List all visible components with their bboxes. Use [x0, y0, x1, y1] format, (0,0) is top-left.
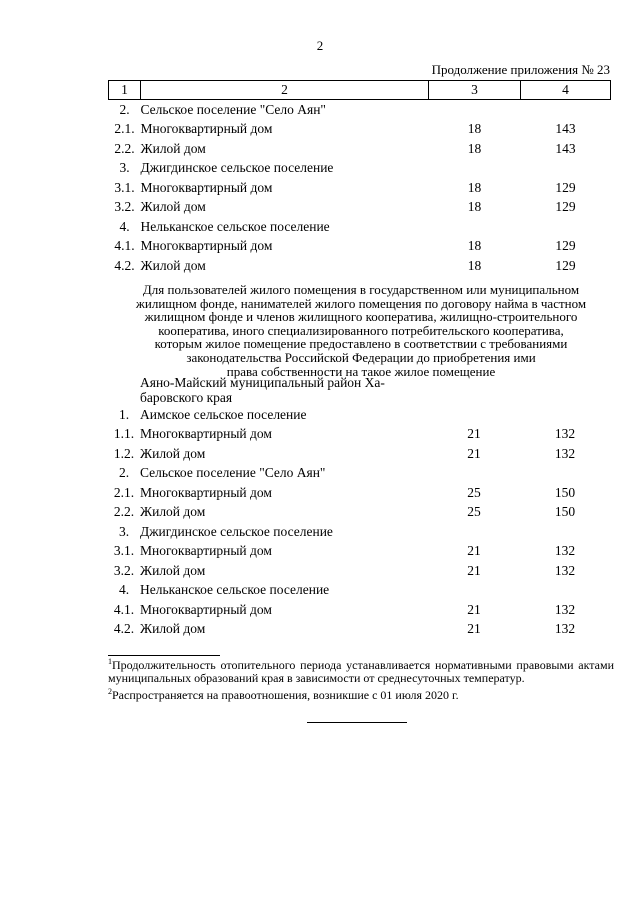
- row-value-3: 18: [467, 179, 482, 195]
- row-number: 1.2.: [113, 445, 135, 461]
- row-number: 4.1.: [113, 601, 135, 617]
- row-name: Жилой дом: [140, 140, 206, 156]
- row-number: 2.2.: [114, 140, 135, 156]
- row-value-3: 21: [467, 445, 481, 461]
- row-value-4: [521, 159, 611, 179]
- table-row: [108, 483, 610, 503]
- row-number: 3.2.: [114, 199, 135, 215]
- header-col-1: 1: [109, 81, 141, 100]
- row-value-4: 129: [555, 257, 576, 273]
- row-name: Аимское сельское поселение: [140, 406, 307, 422]
- row-name: Нельканское сельское поселение: [140, 582, 330, 598]
- row-number: 2.: [119, 101, 130, 117]
- table-row: [109, 100, 611, 120]
- row-name: Сельское поселение "Село Аян": [140, 101, 326, 117]
- table-row: [108, 561, 610, 581]
- footnote-text: Продолжительность отопительного периода устанавливается нормативными правовыми актами муниципальных образований края в зависимости от среднесуточных температур.: [108, 658, 614, 685]
- row-number: 2.1.: [114, 121, 135, 137]
- row-value-3: 21: [467, 562, 481, 578]
- header-row: [109, 81, 611, 100]
- row-value-3: 18: [467, 238, 482, 254]
- table-row: [108, 464, 610, 484]
- row-value-3: 25: [467, 504, 481, 520]
- row-number: 3.1.: [114, 179, 135, 195]
- row-value-4: 129: [555, 238, 576, 254]
- header-col-4: 4: [521, 81, 611, 100]
- row-value-4: [520, 581, 610, 601]
- footnote-2: [108, 685, 614, 702]
- row-name: Многоквартирный дом: [140, 601, 272, 617]
- row-value-4: 143: [555, 121, 576, 137]
- row-name: Жилой дом: [140, 199, 206, 215]
- row-value-4: [520, 464, 610, 484]
- row-value-3: 21: [467, 543, 481, 559]
- row-number: 3.2.: [113, 562, 135, 578]
- row-name: Многоквартирный дом: [140, 238, 273, 254]
- end-line: [307, 722, 407, 723]
- row-number: 2.2.: [113, 504, 135, 520]
- row-value-4: 150: [554, 504, 576, 520]
- row-value-4: [520, 522, 610, 542]
- row-value-3: 18: [467, 121, 482, 137]
- district-row: [108, 375, 610, 405]
- note-line: жилищном фонде и членов жилищного кооператива, жилищно-строительного: [144, 309, 578, 325]
- table-row: [109, 178, 611, 198]
- footnotes: [108, 655, 614, 702]
- row-value-3: [428, 522, 520, 542]
- note-line: кооператива, иного специализированного потребительского кооператива,: [158, 322, 564, 338]
- row-name: Жилой дом: [140, 504, 206, 520]
- row-number: 1.: [118, 406, 130, 422]
- row-value-3: 18: [467, 257, 482, 273]
- table-row: [108, 425, 610, 445]
- table-row: [108, 405, 610, 425]
- row-value-3: 21: [467, 426, 481, 442]
- row-name: Джигдинское сельское поселение: [140, 160, 334, 176]
- row-name: Многоквартирный дом: [140, 543, 272, 559]
- row-value-3: [428, 405, 520, 425]
- row-value-3: 18: [467, 199, 482, 215]
- district-name: [140, 375, 428, 405]
- row-name: Нельканское сельское поселение: [140, 218, 330, 234]
- note-line: жилищном фонде, нанимателей жилого помещения по договору найма в частном: [135, 295, 587, 311]
- row-value-4: [521, 100, 611, 120]
- row-value-4: 129: [555, 179, 576, 195]
- footnote-mark: 2: [108, 687, 112, 696]
- row-name: Жилой дом: [140, 445, 206, 461]
- table-row: [109, 120, 611, 140]
- row-value-4: [521, 217, 611, 237]
- row-value-3: 21: [467, 601, 481, 617]
- header-col-2: 2: [141, 81, 429, 100]
- table-row: [109, 159, 611, 179]
- table-row: [109, 217, 611, 237]
- row-number: 4.2.: [113, 621, 135, 637]
- footnote-1: [108, 655, 614, 685]
- row-number: 2.1.: [113, 484, 135, 500]
- row-number: 4.: [119, 218, 130, 234]
- table-row: [109, 256, 611, 276]
- row-value-4: 132: [554, 426, 576, 442]
- table-row: [108, 600, 610, 620]
- row-value-3: 25: [467, 484, 481, 500]
- row-name: Жилой дом: [140, 562, 206, 578]
- row-value-3: [428, 464, 520, 484]
- row-name: Сельское поселение "Село Аян": [140, 465, 326, 481]
- row-number: 1.1.: [113, 426, 135, 442]
- row-value-4: 129: [555, 199, 576, 215]
- tariff-table-top: [108, 80, 611, 276]
- note-line: которым жилое помещение предоставлено в соответствии с требованиями: [154, 336, 568, 352]
- row-number: 3.1.: [113, 543, 135, 559]
- row-name: Многоквартирный дом: [140, 121, 273, 137]
- table-row: [108, 581, 610, 601]
- row-value-3: [429, 217, 521, 237]
- table-row: [108, 503, 610, 523]
- row-value-3: [429, 159, 521, 179]
- tariff-table-bottom: [108, 375, 610, 639]
- row-value-4: 150: [554, 484, 576, 500]
- footnote-mark: 1: [108, 657, 112, 666]
- row-number: 2.: [118, 465, 130, 481]
- row-value-4: 132: [554, 621, 576, 637]
- note-line: законодательства Российской Федерации до приобретения ими: [186, 349, 536, 365]
- table-row: [108, 444, 610, 464]
- row-name: Многоквартирный дом: [140, 179, 273, 195]
- row-value-3: 21: [467, 621, 481, 637]
- continuation-label: Продолжение приложения № 23: [431, 62, 610, 77]
- row-value-4: 143: [555, 140, 576, 156]
- row-number: 4.2.: [114, 257, 135, 273]
- category-note: [108, 283, 614, 378]
- table-row: [109, 237, 611, 257]
- table-row: [109, 139, 611, 159]
- row-name: Джигдинское сельское поселение: [140, 523, 333, 539]
- row-name: Многоквартирный дом: [140, 426, 272, 442]
- row-name: Многоквартирный дом: [140, 484, 272, 500]
- row-value-4: 132: [554, 543, 576, 559]
- note-line: Для пользователей жилого помещения в государственном или муниципальном: [142, 282, 580, 297]
- row-value-4: 132: [554, 445, 576, 461]
- table-row: [109, 198, 611, 218]
- row-name: Жилой дом: [140, 257, 206, 273]
- row-value-3: [429, 100, 521, 120]
- footnote-text: Распространяется на правоотношения, возникшие с 01 июля 2020 г.: [112, 688, 459, 702]
- row-value-4: [520, 405, 610, 425]
- header-col-3: 3: [429, 81, 521, 100]
- row-number: 4.1.: [114, 238, 135, 254]
- district-line: баровского края: [140, 390, 233, 405]
- table-row: [108, 522, 610, 542]
- table-row: [108, 620, 610, 640]
- row-value-4: 132: [554, 601, 576, 617]
- row-name: Жилой дом: [140, 621, 206, 637]
- row-number: 4.: [118, 582, 130, 598]
- row-value-4: 132: [554, 562, 576, 578]
- table-row: [108, 542, 610, 562]
- page-number: 2: [316, 38, 324, 53]
- row-number: 3.: [119, 160, 130, 176]
- district-line: Аяно-Майский муниципальный район Ха-: [140, 375, 385, 390]
- row-number: 3.: [118, 523, 130, 539]
- note-line: права собственности на такое жилое помещение: [226, 363, 496, 379]
- row-value-3: 18: [467, 140, 482, 156]
- row-value-3: [428, 581, 520, 601]
